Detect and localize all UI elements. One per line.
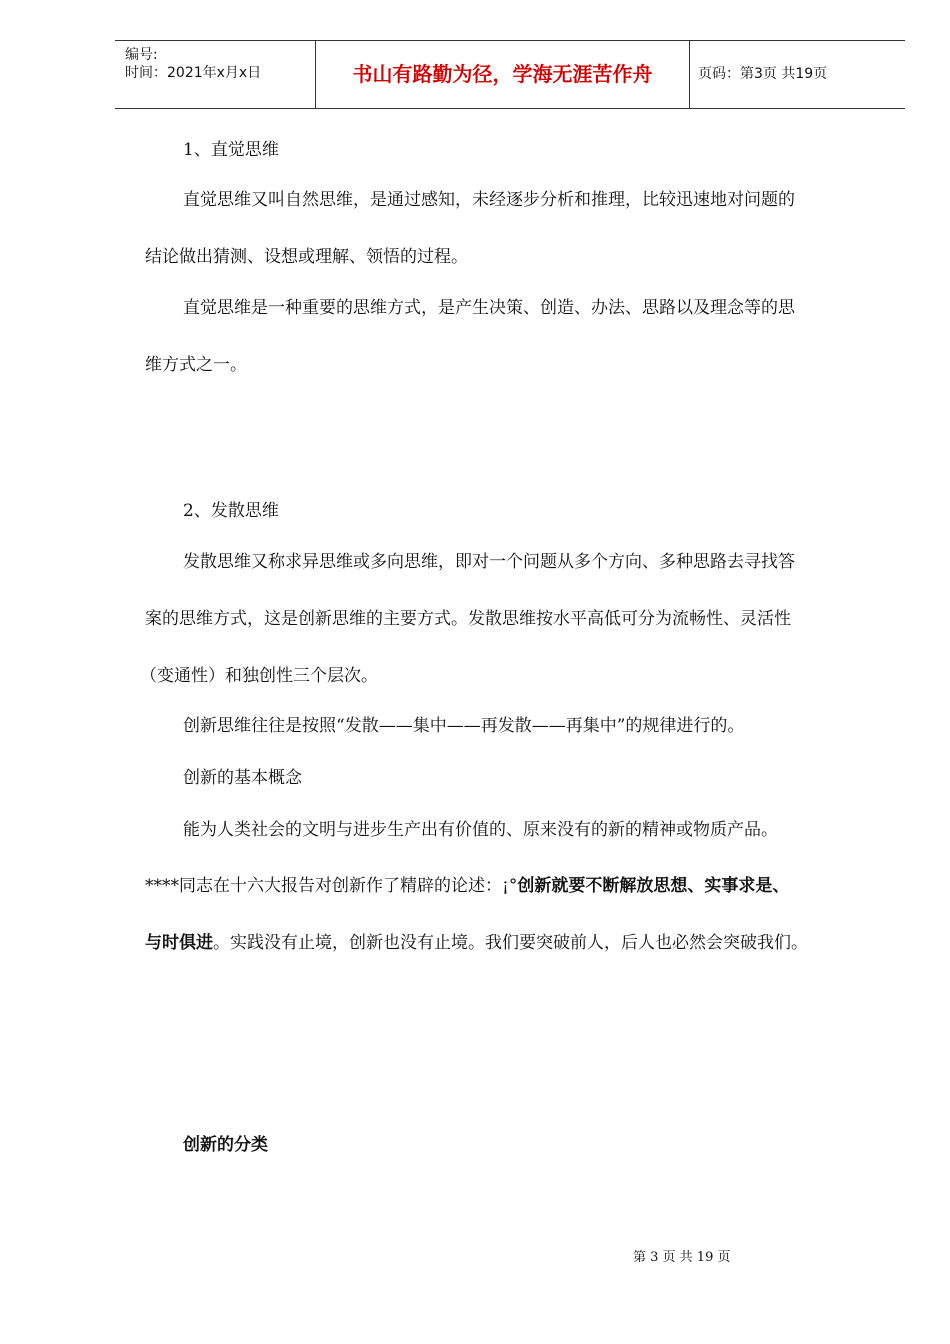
page-footer: 第 3 页 共 19 页	[633, 1250, 731, 1265]
bold-text-run: 与时俱进	[145, 933, 213, 953]
paragraph-line: 维方式之一。	[145, 355, 247, 375]
section-heading-divergent: 2、发散思维	[183, 501, 279, 521]
paragraph-line	[145, 874, 789, 898]
paragraph-line	[145, 931, 808, 955]
text-run: 。实践没有止境，创新也没有止境。我们要突破前人，后人也必然会突破我们。	[213, 933, 808, 953]
paragraph-line: 直觉思维又叫自然思维，是通过感知，未经逐步分析和推理，比较迅速地对问题的	[183, 190, 795, 210]
bold-text-run: 创新就要不断解放思想、实事求是、	[517, 876, 790, 896]
text-run: ****同志在十六大报告对创新作了精辟的论述：¡°	[145, 876, 518, 896]
page-header	[115, 40, 905, 109]
paragraph-line: 创新思维往往是按照“发散——集中——再发散——再集中”的规律进行的。	[183, 716, 745, 736]
paragraph-line: 发散思维又称求异思维或多向思维，即对一个问题从多个方向、多种思路去寻找答	[183, 552, 795, 572]
header-motto: 书山有路勤为径，学海无涯苦作舟	[316, 41, 690, 108]
section-heading-classification: 创新的分类	[183, 1135, 268, 1155]
serial-label: 编号:	[125, 47, 158, 63]
paragraph-line: 直觉思维是一种重要的思维方式，是产生决策、创造、办法、思路以及理念等的思	[183, 298, 795, 318]
subheading-basic-concept: 创新的基本概念	[183, 768, 302, 788]
paragraph-line: 结论做出猜测、设想或理解、领悟的过程。	[145, 247, 468, 267]
header-meta	[115, 41, 316, 108]
paragraph-line: （变通性）和独创性三个层次。	[140, 666, 378, 686]
section-heading-intuitive: 1、直觉思维	[183, 140, 279, 160]
paragraph-line: 案的思维方式，这是创新思维的主要方式。发散思维按水平高低可分为流畅性、灵活性	[145, 609, 791, 629]
paragraph-line: 能为人类社会的文明与进步生产出有价值的、原来没有的新的精神或物质产品。	[183, 820, 778, 840]
date-label: 时间：2021年x月x日	[125, 65, 262, 81]
header-page-info: 页码：第3页 共19页	[698, 66, 828, 82]
